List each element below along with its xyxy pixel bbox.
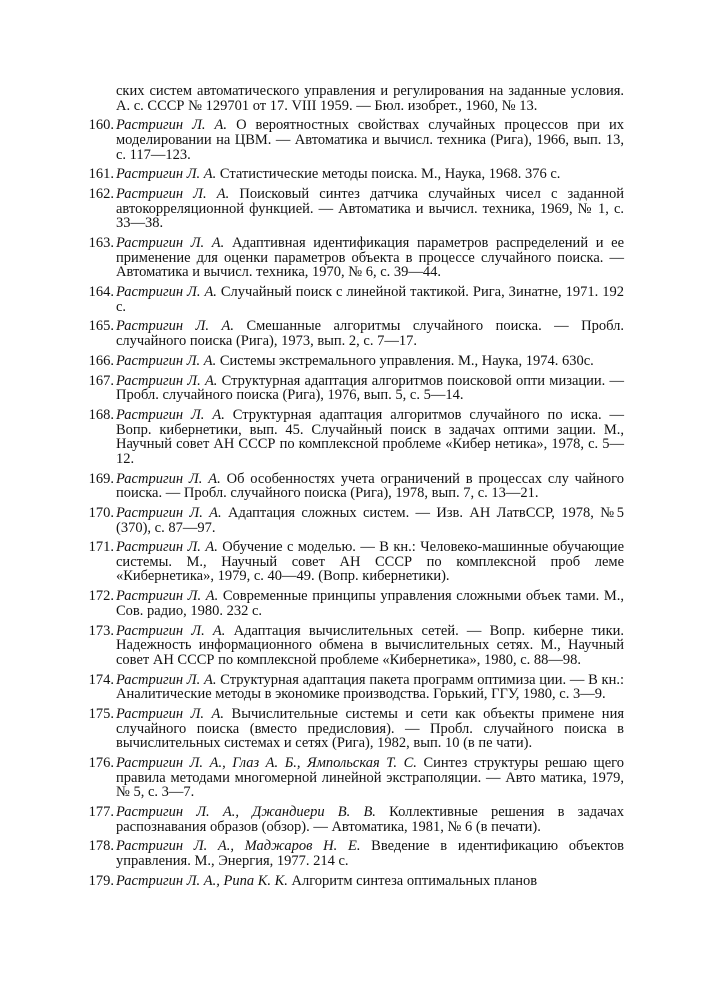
reference-entry [86,756,624,800]
reference-number: 175. [88,705,114,722]
reference-entry [86,408,624,466]
reference-number: 162. [88,186,114,203]
reference-text: Адаптация сложных систем. — Изв. АН ЛатвССР, 1978, №5 (370), с. 87—97. [116,504,624,536]
reference-authors: Растригин Л. А. [116,539,218,556]
reference-text: Случайный поиск с линейной тактикой. Рига, Зинатне, 1971. 192 с. [116,284,624,315]
reference-body [116,374,624,403]
reference-entry [86,589,624,618]
reference-number: 178. [88,838,114,855]
reference-number: 168. [88,406,114,423]
reference-number: 179. [88,872,114,889]
reference-text: Структурная адаптация пакета программ оптимиза ции. — В кн.: Аналитические методы в экономике производства. Горький, ГГУ, 1980, с. 3—9. [116,671,624,703]
reference-text: Поисковый синтез датчика случайных чисел с заданной автокорреляционной функцией. — Автоматика и вычисл. техника, 1969, № 1, с. 33—38. [116,186,625,232]
reference-authors: Растригин Л. А. [116,372,218,389]
reference-entry [86,167,624,182]
reference-number: 171. [88,539,114,556]
reference-entry [86,319,624,348]
reference-body [116,354,624,369]
reference-entry [86,707,624,751]
reference-text: О вероятностных свойствах случайных процессов при их моделировании на ЦВМ. — Автоматика и вычисл. техника (Рига), 1966, вып. 13, с. 117—123. [116,117,625,163]
reference-body [116,874,624,889]
reference-body [116,167,624,182]
reference-number: 163. [88,235,114,252]
reference-body [116,839,624,868]
reference-number: 160. [88,117,114,134]
reference-text: Смешанные алгоритмы случайного поиска. — Пробл. случайного поиска (Рига), 1973, вып. 2, с. 7—17. [116,318,624,350]
reference-text: Структурная адаптация алгоритмов случайного по иска. — Вопр. кибернетики, вып. 45. Случайный поиск в задачах оптими зации. М., Научный совет АН СССР по комплексной проблеме «Кибер нетика», 1978, с. 5—12. [116,406,624,467]
reference-number: 165. [88,318,114,335]
reference-body [116,472,624,501]
reference-entry [86,374,624,403]
reference-authors: Растригин Л. А. [116,671,217,688]
reference-authors: Растригин Л. А. [116,705,225,722]
reference-number: 169. [88,470,114,487]
reference-text: Об особенностях учета ограничений в процессах слу чайного поиска. — Пробл. случайного поиска (Рига), 1978, вып. 7, с. 13—21. [116,470,625,502]
reference-entry [86,874,624,889]
reference-authors: Растригин Л. А. [116,352,217,369]
reference-entry [86,839,624,868]
reference-text: Адаптивная идентификация параметров распределений и ее применение для оценки параметров объекта в процессе случайного поиска. — Автоматика и вычисл. техника, 1970, № 6, с. 39—44. [116,235,625,281]
reference-body [116,118,624,162]
reference-body [116,756,624,800]
reference-text: Структурная адаптация алгоритмов поисковой опти мизации. — Пробл. случайного поиска (Рига), 1976, вып. 5, с. 5—14. [116,372,625,404]
reference-entry [86,187,624,231]
reference-authors: Растригин Л. А. [116,284,217,301]
reference-body [116,589,624,618]
reference-body [116,506,624,535]
continued-reference-text: ских систем автоматического управления и регулирования на заданные условия. А. с. СССР № 129701 от 17. VIII 1959. — Бюл. изобрет., 1960, № 13. [116,83,624,114]
reference-authors: Растригин Л. А., Маджаров Н. Е. [116,838,361,855]
reference-number: 173. [88,622,114,639]
reference-text: Введение в идентификацию объектов управления. М., Энергия, 1977. 214 с. [116,838,625,869]
reference-authors: Растригин Л. А. [116,406,225,423]
reference-text: Адаптация вычислительных сетей. — Вопр. киберне тики. Надежность информационного обмена в вычислительных сетях. М., Научный совет АН СССР по комплексной проблеме «Кибернетика», 1980, с. 88—98. [116,622,624,668]
reference-authors: Растригин Л. А., Джандиери В. В. [116,803,376,820]
reference-authors: Растригин Л. А. [116,588,219,605]
reference-authors: Растригин Л. А. [116,186,230,203]
reference-authors: Растригин Л. А. [116,504,222,521]
reference-body [116,540,624,584]
reference-text: Синтез структуры решаю щего правила методами многомерной линейной экстраполяции. — Авто матика, 1979, № 5, с. 3—7. [116,754,624,801]
reference-number: 177. [88,803,114,820]
reference-authors: Растригин Л. А. [116,117,228,134]
reference-number: 172. [88,588,114,605]
reference-entry [86,236,624,280]
reference-authors: Растригин Л. А. [116,622,226,639]
reference-authors: Растригин Л. А. [116,470,221,487]
reference-entry [86,285,624,314]
reference-entry [86,624,624,668]
reference-authors: Растригин Л. А., Глаз А. Б., Ямпольская Т. С. [116,754,417,771]
reference-number: 161. [88,166,114,183]
reference-text: Обучение с моделью. — В кн.: Человеко-машинные обучающие системы. М., Научный совет АН СССР по комплексной проб леме «Кибернетика», 1979, с. 40—49. (Вопр. кибернетики). [116,539,625,585]
reference-entry [86,472,624,501]
reference-text: Вычислительные системы и сети как объекты примене ния случайного поиска (вместо предисловия). — Пробл. случайного поиска в вычислительных системах и сетях (Рига), 1982, вып. 10 (в пе чати). [116,705,624,752]
reference-entry [86,354,624,369]
reference-body [116,236,624,280]
reference-entries [86,118,624,888]
reference-body [116,673,624,702]
reference-authors: Растригин Л. А., Рипа К. К. [116,872,288,889]
reference-number: 170. [88,504,114,521]
reference-body [116,187,624,231]
reference-body [116,319,624,348]
reference-text: Алгоритм синтеза оптимальных планов [291,872,538,889]
reference-text: Коллективные решения в задачах распознавания образов (обзор). — Автоматика, 1981, № 6 (в печати). [116,803,624,835]
reference-entry [86,673,624,702]
reference-text: Современные принципы управления сложными объек тами. М., Сов. радио, 1980. 232 с. [116,588,624,619]
reference-authors: Растригин Л. А. [116,235,225,252]
reference-number: 176. [88,754,114,771]
reference-body [116,285,624,314]
reference-body [116,624,624,668]
reference-body [116,408,624,466]
reference-number: 167. [88,372,114,389]
reference-entry [86,506,624,535]
reference-text: Системы экстремального управления. М., Наука, 1974. 630с. [219,352,594,369]
reference-number: 164. [88,284,114,301]
reference-text: Статистические методы поиска. М., Наука, 1968. 376 с. [219,166,561,183]
reference-entry [86,805,624,834]
reference-number: 166. [88,352,114,369]
reference-body [116,805,624,834]
reference-entry [86,540,624,584]
reference-authors: Растригин Л. А. [116,318,234,335]
reference-entry [86,118,624,162]
reference-body [116,707,624,751]
reference-list [86,84,624,893]
reference-authors: Растригин Л. А. [116,166,217,183]
reference-number: 174. [88,671,114,688]
